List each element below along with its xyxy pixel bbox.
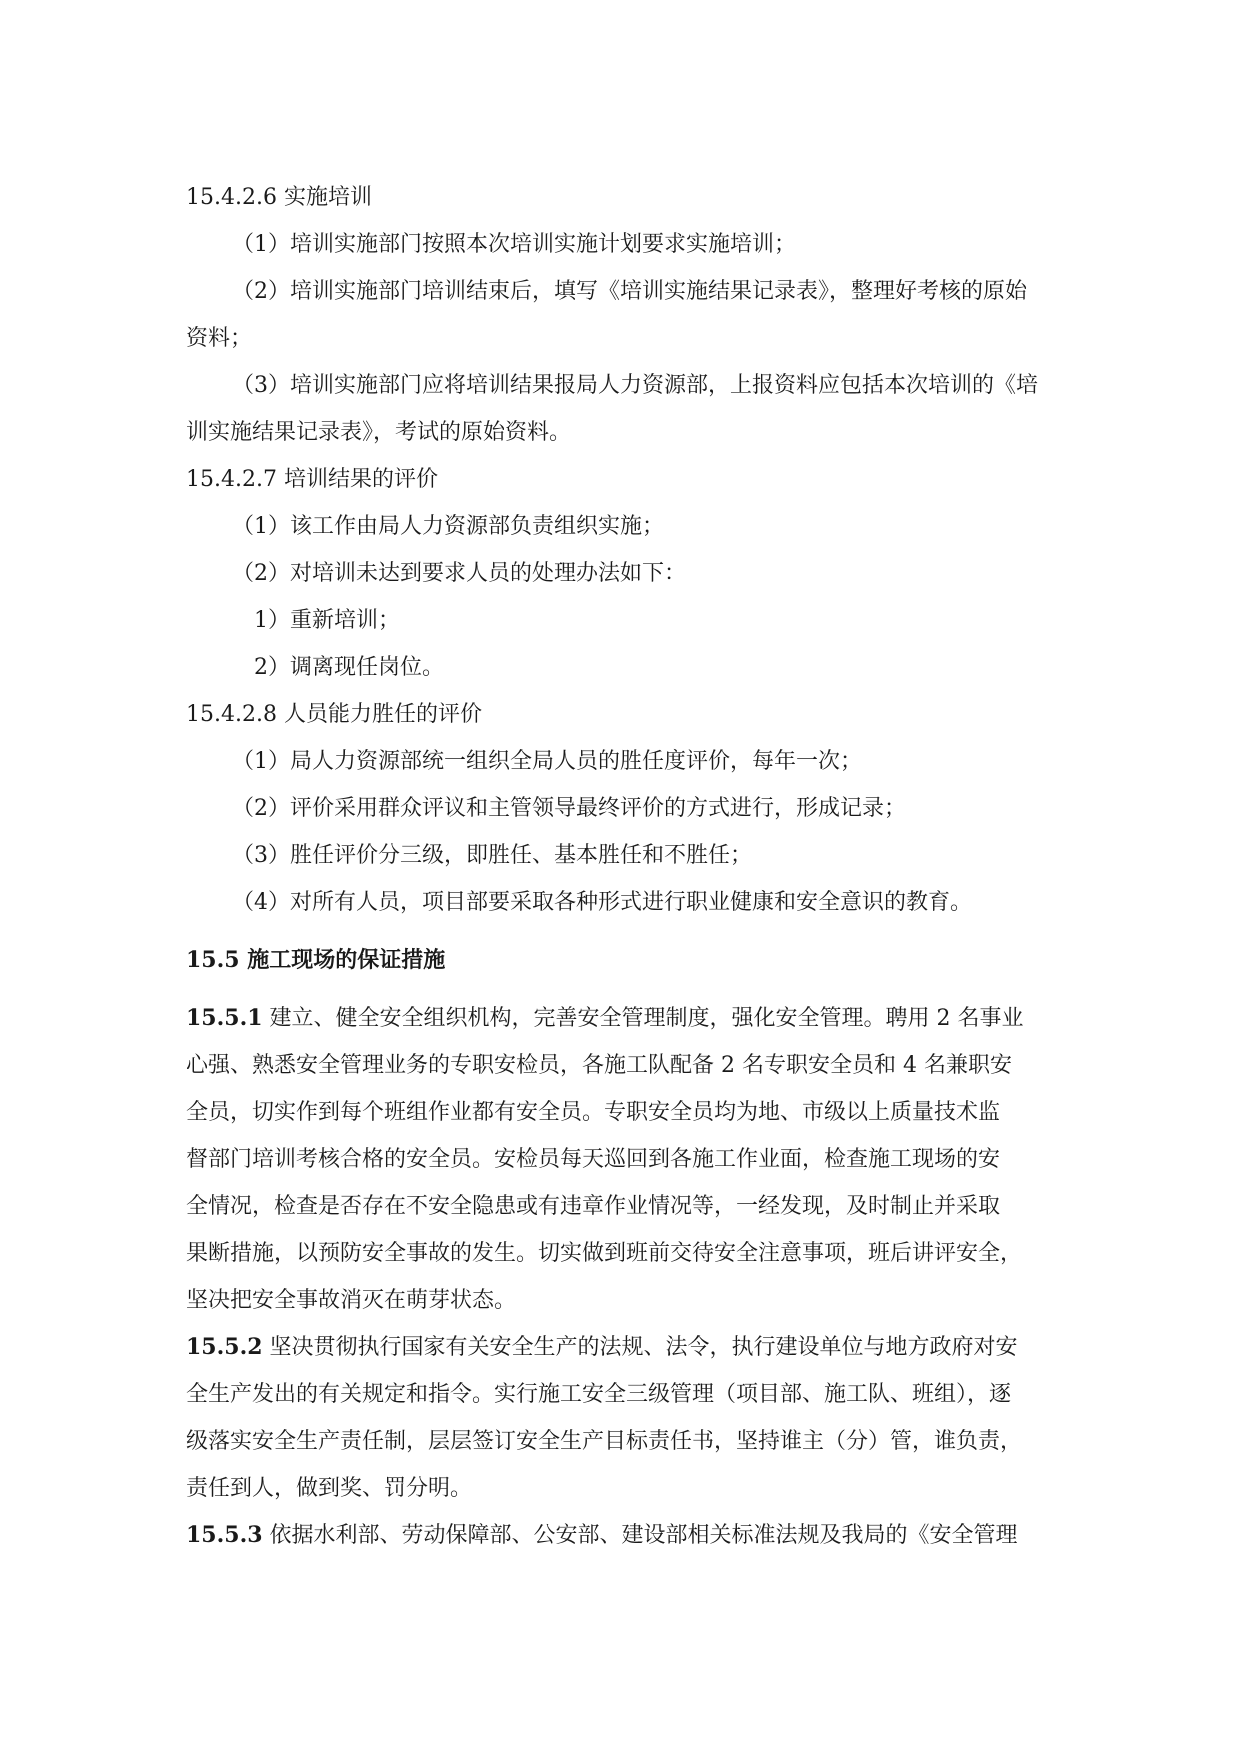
paragraph-line: 依据水利部、劳动保障部、公安部、建设部相关标准法规及我局的《安全管理	[262, 1523, 1018, 1548]
list-item: （3）胜任评价分三级，即胜任、基本胜任和不胜任；	[232, 843, 752, 868]
paragraph-line: 坚决贯彻执行国家有关安全生产的法规、法令，执行建设单位与地方政府对安	[262, 1335, 1018, 1360]
list-item: （2）对培训未达到要求人员的处理办法如下：	[232, 561, 686, 586]
paragraph-15-5-1	[186, 995, 1101, 1324]
clause-number: 15.5.1	[186, 1005, 263, 1031]
sub-list-item: 2）调离现任岗位。	[254, 655, 444, 680]
paragraph-15-5-2	[186, 1324, 1101, 1512]
list-item: （3）培训实施部门应将培训结果报局人力资源部，上报资料应包括本次培训的《培	[232, 373, 1038, 398]
paragraph-line: 全员，切实作到每个班组作业都有安全员。专职安全员均为地、市级以上质量技术监	[186, 1100, 1001, 1125]
paragraph-line: 级落实安全生产责任制，层层签订安全生产目标责任书，坚持谁主（分）管，谁负责，	[186, 1429, 1023, 1454]
paragraph-15-5-3	[186, 1512, 1101, 1559]
paragraph-line: 全生产发出的有关规定和指令。实行施工安全三级管理（项目部、施工队、班组），逐	[186, 1382, 1012, 1407]
paragraph-line: 果断措施，以预防安全事故的发生。切实做到班前交待安全注意事项，班后讲评安全，	[186, 1241, 1023, 1266]
section-heading-15-5: 15.5 施工现场的保证措施	[186, 947, 446, 973]
list-item: （1）培训实施部门按照本次培训实施计划要求实施培训；	[232, 232, 796, 257]
clause-number: 15.5.3	[186, 1522, 263, 1548]
heading-15-4-2-7: 15.4.2.7 培训结果的评价	[186, 467, 438, 492]
list-item-continuation: 资料；	[186, 326, 253, 351]
list-item: （2）评价采用群众评议和主管领导最终评价的方式进行，形成记录；	[232, 796, 906, 821]
paragraph-line: 责任到人，做到奖、罚分明。	[186, 1476, 473, 1501]
list-item: （2）培训实施部门培训结束后，填写《培训实施结果记录表》，整理好考核的原始	[232, 279, 1027, 304]
list-item: （1）该工作由局人力资源部负责组织实施；	[232, 514, 664, 539]
paragraph-line: 坚决把安全事故消灭在萌芽状态。	[186, 1288, 517, 1313]
list-item: （4）对所有人员，项目部要采取各种形式进行职业健康和安全意识的教育。	[232, 890, 972, 915]
paragraph-line: 心强、熟悉安全管理业务的专职安检员，各施工队配备 2 名专职安全员和 4 名兼职安	[186, 1053, 1012, 1078]
sub-list-item: 1）重新培训；	[254, 608, 400, 633]
list-item-continuation: 训实施结果记录表》，考试的原始资料。	[186, 420, 572, 445]
paragraph-line: 全情况，检查是否存在不安全隐患或有违章作业情况等，一经发现，及时制止并采取	[186, 1194, 1001, 1219]
paragraph-line: 督部门培训考核合格的安全员。安检员每天巡回到各施工作业面，检查施工现场的安	[186, 1147, 1001, 1172]
list-item: （1）局人力资源部统一组织全局人员的胜任度评价，每年一次；	[232, 749, 862, 774]
clause-number: 15.5.2	[186, 1334, 263, 1360]
heading-15-4-2-6: 15.4.2.6 实施培训	[186, 185, 372, 210]
heading-15-4-2-8: 15.4.2.8 人员能力胜任的评价	[186, 702, 482, 727]
paragraph-line: 建立、健全安全组织机构，完善安全管理制度，强化安全管理。聘用 2 名事业	[262, 1006, 1024, 1031]
